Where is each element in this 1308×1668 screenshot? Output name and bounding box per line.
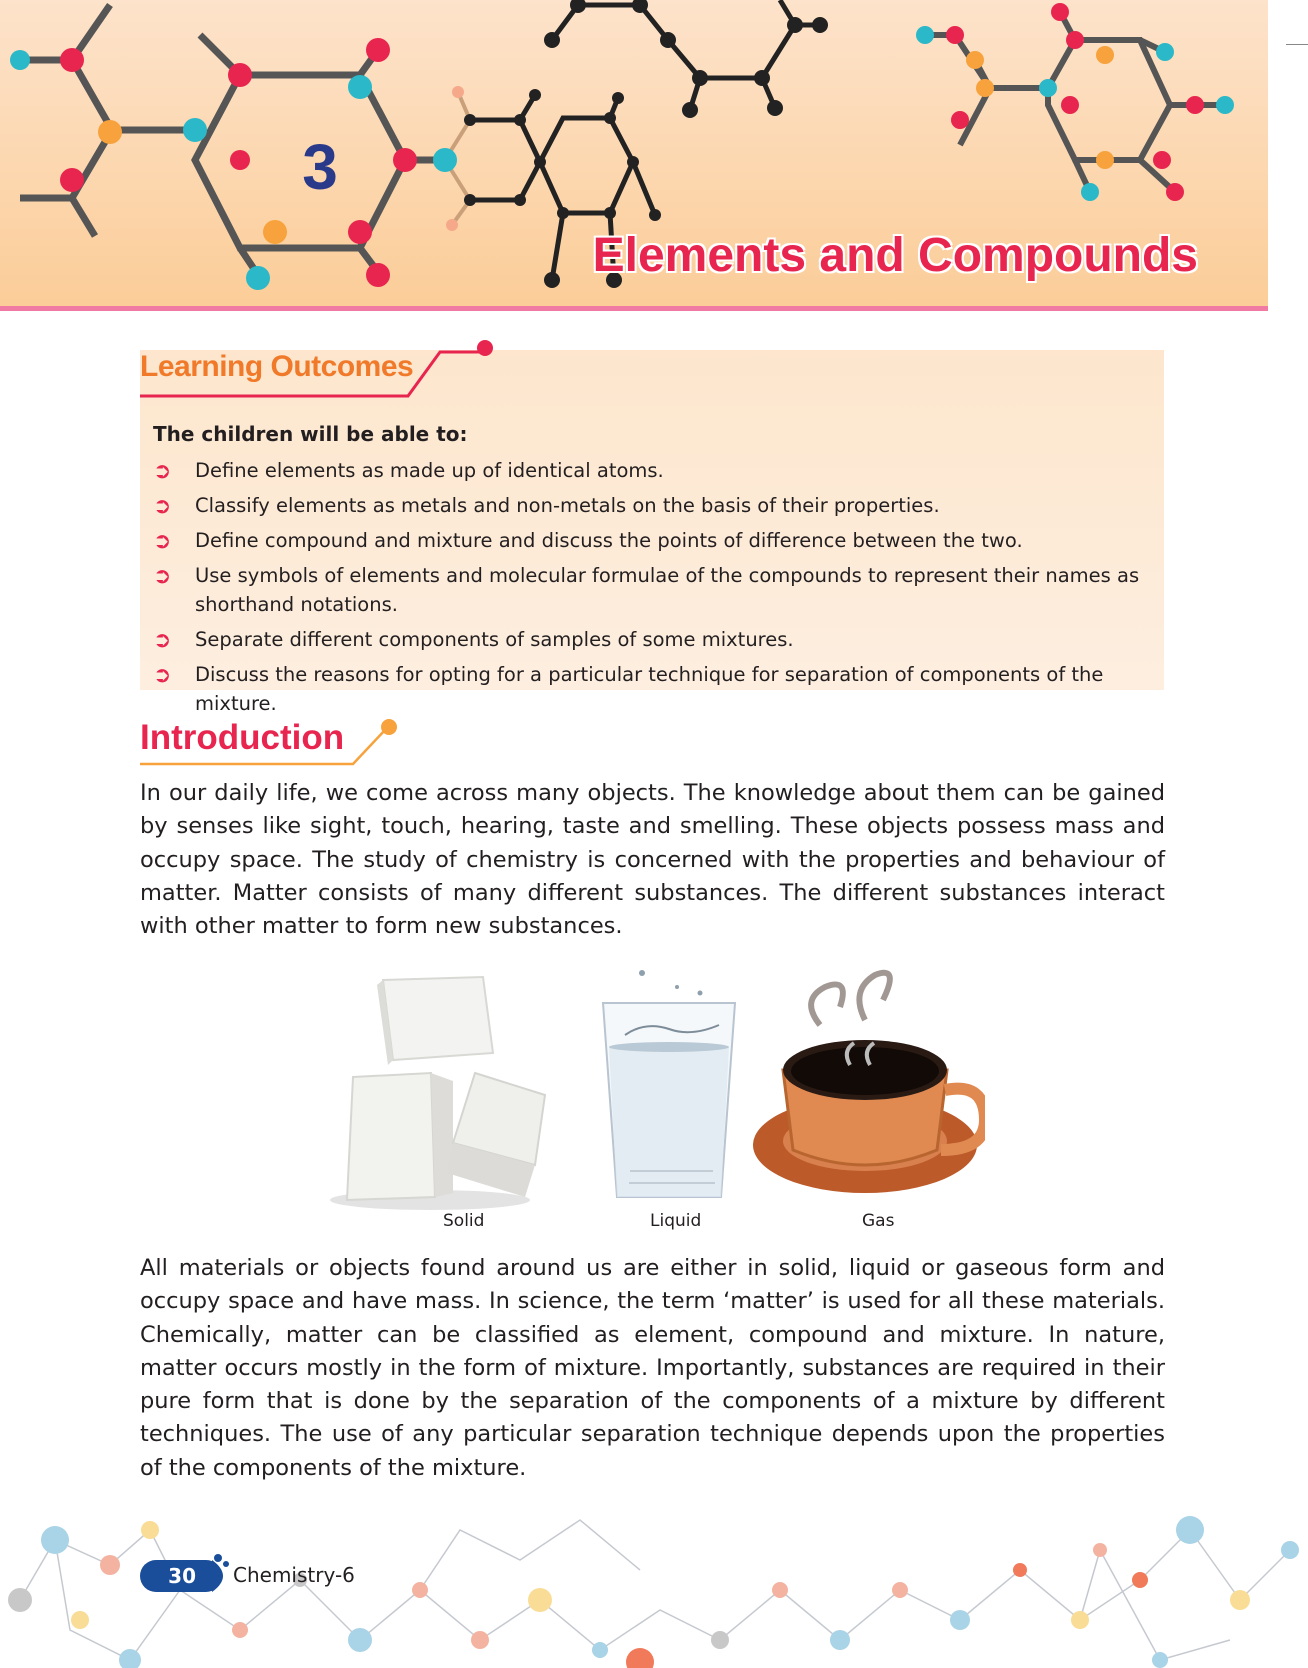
caption-gas: Gas xyxy=(862,1211,895,1231)
introduction-heading: Introduction xyxy=(140,718,345,757)
arrow-bullet-icon: ➲ xyxy=(153,663,172,688)
states-of-matter-figure xyxy=(325,965,985,1215)
arrow-bullet-icon: ➲ xyxy=(153,459,172,484)
caption-solid: Solid xyxy=(443,1211,485,1231)
arrow-bullet-icon: ➲ xyxy=(153,494,172,519)
chapter-title: Elements and Compounds xyxy=(592,229,1198,282)
coffee-cup-image xyxy=(753,973,985,1193)
matter-paragraph: All materials or objects found around us are either in solid, liquid or gaseous form and occupy space and have mass. In science, the term ‘matter’ is used for all these materials. Chemically, matter can be classified as element, compound and mixture. In nature, matter occurs mostly in the form of mixture. Importantly, substances are required in their pure form that is done by the separation of the components of a mixture by different techniques. The use of any particular separation technique depends upon the properties of the components of the mixture. xyxy=(140,1255,1165,1481)
learning-outcomes-heading: Learning Outcomes xyxy=(140,350,414,383)
list-item: ➲ Separate different components of samples of some mixtures. xyxy=(153,628,794,653)
arrow-bullet-icon: ➲ xyxy=(153,564,172,589)
water-glass-image xyxy=(603,970,735,1197)
introduction-paragraph: In our daily life, we come across many objects. The knowledge about them can be gained by senses like sight, touch, hearing, taste and smelling. These objects possess mass and occupy space. The study of chemistry is concerned with the properties and behaviour of matter. Matter consists of many different substances. The different substances interact with other matter to form new substances. xyxy=(140,780,1165,940)
page-number-badge: 30 xyxy=(140,1560,222,1592)
book-name: Chemistry-6 xyxy=(233,1563,355,1587)
list-item: ➲ Define elements as made up of identical atoms. xyxy=(153,459,664,484)
arrow-bullet-icon: ➲ xyxy=(153,628,172,653)
arrow-bullet-icon: ➲ xyxy=(153,529,172,554)
list-item: ➲ Use symbols of elements and molecular formulae of the compounds to represent their names as shorthand notations. xyxy=(153,564,1140,616)
list-item: ➲ Define compound and mixture and discuss the points of difference between the two. xyxy=(153,529,1023,554)
caption-liquid: Liquid xyxy=(650,1211,702,1231)
list-item: ➲ Classify elements as metals and non-metals on the basis of their properties. xyxy=(153,494,940,519)
chapter-number: 3 xyxy=(302,131,338,203)
sugar-cubes-image xyxy=(330,977,545,1210)
learning-outcomes-intro: The children will be able to: xyxy=(153,422,468,446)
introduction-underline xyxy=(0,0,1308,780)
list-item: ➲ Discuss the reasons for opting for a particular technique for separation of components of the mixture. xyxy=(153,663,1104,715)
